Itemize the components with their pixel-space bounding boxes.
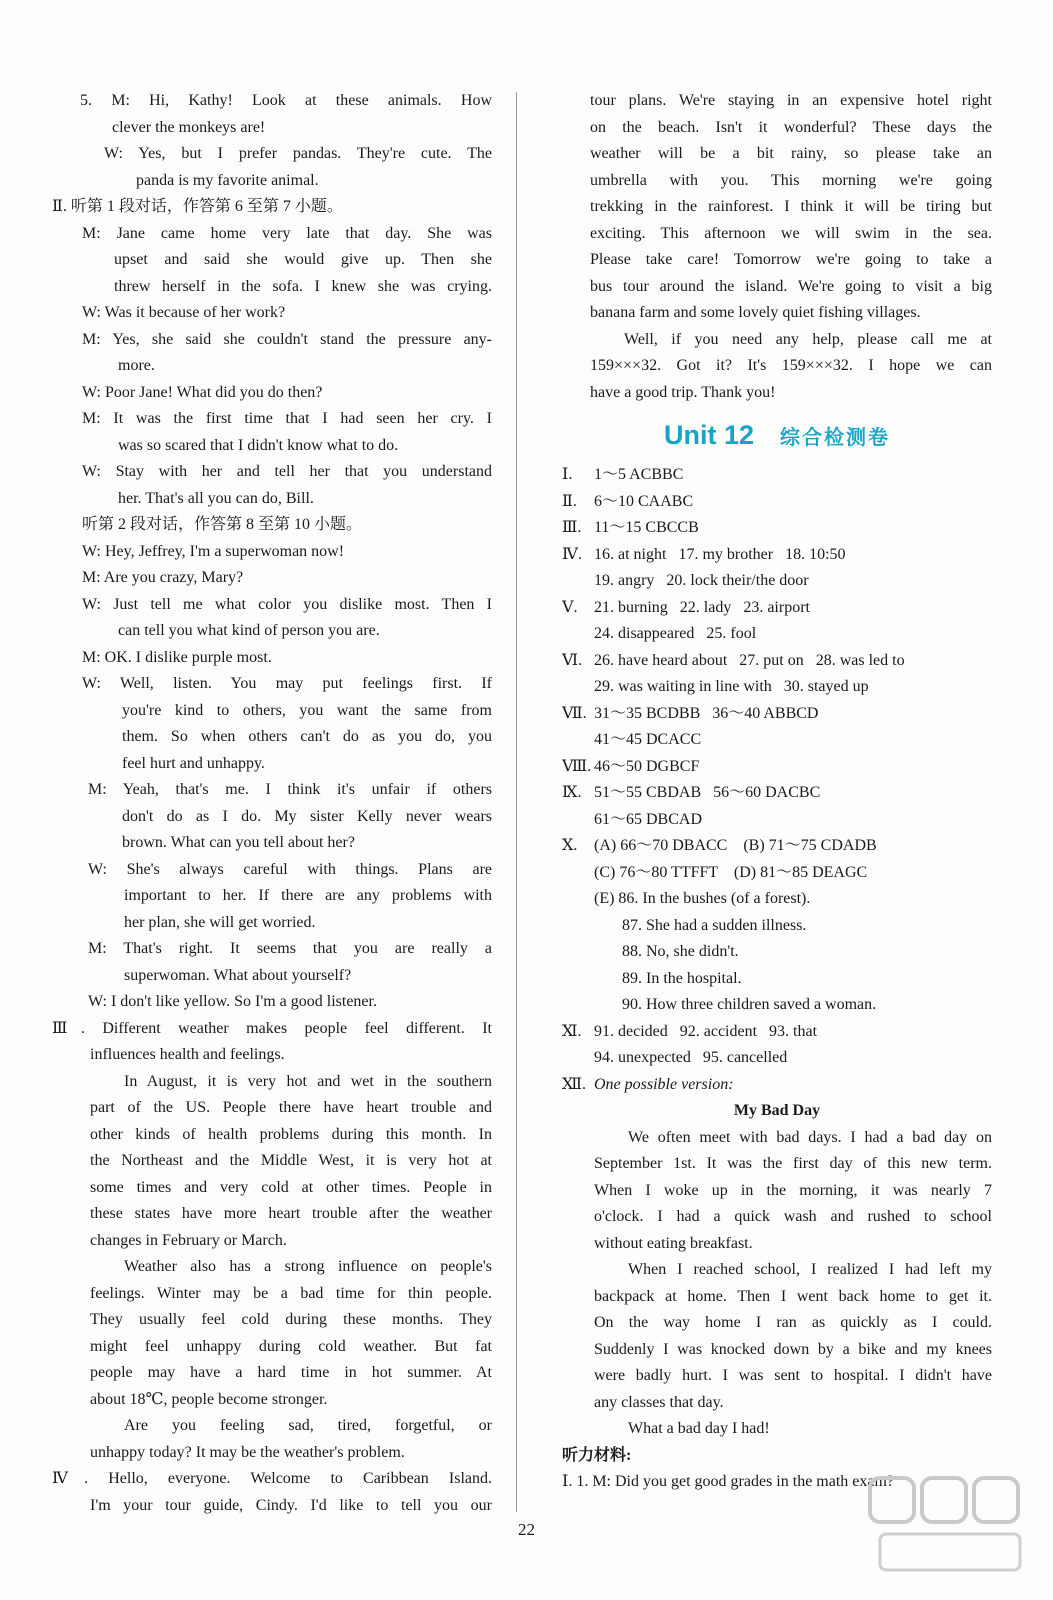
text-line: W: She's always careful with things. Plans are: [88, 860, 492, 878]
answer-text: 41～45 DCACC: [594, 731, 702, 748]
text-line: changes in February or March.: [90, 1231, 287, 1249]
text-line: trekking in the rainforest. I think it will be tiring but: [590, 198, 992, 215]
text-line: might feel unhappy during cold weather. But fat: [90, 1337, 492, 1355]
answer-line: [562, 674, 992, 701]
text-line: more.: [118, 357, 155, 374]
left-column: [52, 88, 492, 1519]
text-line: 159×××32. Got it? It's 159×××32. I hope we can: [590, 357, 992, 374]
answer-line: [562, 489, 992, 516]
answer-text: 26. have heard about 27. put on 28. was led to: [594, 651, 905, 669]
essay-version-label: One possible version:: [594, 1075, 734, 1093]
text-line: exciting. This afternoon we will swim in the sea.: [590, 224, 992, 242]
answer-line: [562, 1019, 992, 1046]
answer-line: [562, 913, 992, 940]
text-line: other kinds of health problems during this month. In: [90, 1125, 492, 1143]
text-line: o'clock. I had a quick wash and rushed to school: [594, 1208, 992, 1225]
answer-line: [562, 860, 992, 887]
answer-line: [562, 992, 992, 1019]
answer-text: 21. burning 22. lady 23. airport: [594, 598, 810, 616]
section-number: Ⅻ.: [562, 1075, 587, 1093]
answer-text: 29. was waiting in line with 30. stayed up: [594, 678, 869, 695]
text-line: weather will be a bit rainy, so please take an: [590, 145, 992, 162]
text-line: her plan, she will get worried.: [124, 913, 316, 931]
text-line: panda is my favorite animal.: [136, 171, 319, 189]
text-line: Ⅳ. Hello, everyone. Welcome to Caribbean Island.: [52, 1470, 492, 1487]
text-line: Weather also has a strong influence on people's: [124, 1258, 492, 1275]
answer-text: 19. angry 20. lock their/the door: [594, 572, 809, 589]
answer-line: [562, 1045, 992, 1072]
text-line: have a good trip. Thank you!: [590, 383, 776, 401]
text-line: these states have more heart trouble after the weather: [90, 1205, 492, 1222]
text-line: part of the US. People there have heart trouble and: [90, 1099, 492, 1116]
answer-text: 91. decided 92. accident 93. that: [594, 1022, 818, 1040]
text-line: banana farm and some lovely quiet fishing villages.: [590, 304, 921, 321]
listening-first-line: Ⅰ. 1. M: Did you get good grades in the math exam?: [562, 1473, 895, 1490]
text-line: W: Poor Jane! What did you do then?: [82, 383, 323, 401]
answer-text: 87. She had a sudden illness.: [594, 916, 807, 934]
essay-body: [562, 1125, 992, 1443]
text-line: was so scared that I didn't know what to do.: [118, 436, 399, 454]
text-line: M: Yeah, that's me. I think it's unfair if others: [88, 781, 492, 798]
page-number: 22: [518, 1520, 535, 1539]
answer-text: (E) 86. In the bushes (of a forest).: [594, 890, 811, 907]
text-line: M: It was the first time that I had seen her cry. I: [82, 410, 492, 427]
answer-text: 89. In the hospital.: [594, 969, 742, 987]
text-line: the Northeast and the Middle West, it is very hot at: [90, 1152, 492, 1169]
text-line: can tell you what kind of person you are.: [118, 622, 380, 639]
text-line: were badly hurt. I was sent to hospital. I didn't have: [594, 1367, 992, 1384]
text-line: Please take care! Tomorrow we're going to take a: [590, 251, 992, 268]
text-line: W: I don't like yellow. So I'm a good listener.: [88, 993, 377, 1010]
unit-heading: [562, 410, 992, 460]
section-number: Ⅹ.: [562, 837, 578, 854]
text-line: M: That's right. It seems that you are really a: [88, 940, 492, 957]
answer-text: 31～35 BCDBB 36～40 ABBCD: [594, 704, 819, 722]
answer-line: [562, 621, 992, 648]
unit-number: Unit 12: [663, 420, 755, 450]
answer-line: [562, 754, 992, 781]
text-line: on the beach. Isn't it wonderful? These days the: [590, 118, 992, 136]
answer-text: 6～10 CAABC: [594, 492, 694, 510]
text-line: Suddenly I was knocked down by a bike and my knees: [594, 1340, 992, 1358]
answer-text: 51～55 CBDAB 56～60 DACBC: [594, 784, 821, 801]
text-line: When I woke up in the morning, it was nearly 7: [594, 1181, 992, 1199]
answer-line: [562, 542, 992, 569]
watermark-logo: [850, 1470, 1040, 1590]
answer-line: [562, 595, 992, 622]
text-line: bus tour around the island. We're going to visit a big: [590, 277, 992, 295]
text-line: On the way home I ran as quickly as I could.: [594, 1314, 992, 1331]
text-line: W: Was it because of her work?: [82, 304, 286, 321]
answer-line: [562, 780, 992, 807]
essay-label: [562, 1072, 992, 1099]
answer-key: [562, 462, 992, 1072]
text-line: brown. What can you tell about her?: [122, 834, 355, 851]
text-line: W: Stay with her and tell her that you understand: [82, 463, 492, 480]
text-line: don't do as I do. My sister Kelly never wears: [122, 807, 492, 825]
text-line: Are you feeling sad, tired, forgetful, or: [124, 1417, 492, 1434]
answer-line: [562, 701, 992, 728]
answer-text: (C) 76～80 TTFFT (D) 81～85 DEAGC: [594, 863, 868, 881]
text-line: backpack at home. Then I went back home to get it.: [594, 1287, 992, 1305]
answer-line: [562, 727, 992, 754]
answer-line: [562, 807, 992, 834]
text-line: Ⅱ. 听第 1 段对话，作答第 6 至第 7 小题。: [52, 198, 343, 215]
text-line: W: Well, listen. You may put feelings first. If: [82, 675, 492, 692]
section-number: Ⅵ.: [562, 651, 583, 669]
text-line: When I reached school, I realized I had left my: [628, 1261, 992, 1278]
text-line: I'm your tour guide, Cindy. I'd like to tell you our: [90, 1496, 492, 1514]
text-line: upset and said she would give up. Then she: [114, 251, 492, 268]
section-number: Ⅱ.: [562, 492, 577, 510]
text-line: What a bad day I had!: [628, 1420, 770, 1437]
text-line: unhappy today? It may be the weather's problem.: [90, 1443, 405, 1461]
section-number: Ⅳ.: [562, 545, 582, 563]
text-line: about 18℃, people become stronger.: [90, 1390, 328, 1408]
text-line: tour plans. We're staying in an expensive hotel right: [590, 92, 992, 109]
answer-text: 88. No, she didn't.: [594, 943, 739, 960]
text-line: They usually feel cold during these months. They: [90, 1311, 492, 1328]
section-number: Ⅷ.: [562, 757, 592, 775]
text-line: M: Yes, she said she couldn't stand the pressure any-: [82, 330, 492, 348]
listening-heading: 听力材料:: [562, 1446, 632, 1464]
text-line: superwoman. What about yourself?: [124, 966, 352, 984]
answer-text: 90. How three children saved a woman.: [594, 996, 877, 1013]
answer-line: [562, 939, 992, 966]
essay-title: My Bad Day: [733, 1102, 821, 1119]
text-line: umbrella with you. This morning we're going: [590, 171, 992, 189]
text-line: any classes that day.: [594, 1393, 724, 1411]
text-line: 听第 2 段对话，作答第 8 至第 10 小题。: [82, 516, 363, 533]
section-number: Ⅴ.: [562, 598, 578, 616]
text-line: important to her. If there are any problems with: [124, 887, 492, 904]
text-line: you're kind to others, you want the same from: [122, 701, 492, 719]
text-line: feel hurt and unhappy.: [122, 754, 265, 772]
text-line: threw herself in the sofa. I knew she was crying.: [114, 277, 492, 295]
section-number: Ⅸ.: [562, 784, 582, 801]
text-line: feelings. Winter may be a bad time for thin people.: [90, 1284, 492, 1302]
text-line: W: Hey, Jeffrey, I'm a superwoman now!: [82, 542, 345, 560]
text-line: without eating breakfast.: [594, 1234, 753, 1252]
section-number: Ⅲ.: [562, 519, 582, 536]
text-line: people may have a hard time in hot summer. At: [90, 1364, 492, 1381]
answer-line: [562, 462, 992, 489]
text-line: Ⅲ. Different weather makes people feel different. It: [52, 1019, 492, 1037]
answer-line: [562, 515, 992, 542]
section-number: Ⅰ.: [562, 466, 573, 483]
answer-text: 61～65 DBCAD: [594, 810, 703, 828]
answer-text: 24. disappeared 25. fool: [594, 625, 757, 642]
text-line: them. So when others can't do as you do, you: [122, 728, 492, 745]
right-column: [562, 88, 992, 1496]
text-line: some times and very cold at other times. People in: [90, 1178, 492, 1196]
text-line: M: OK. I dislike purple most.: [82, 648, 272, 666]
text-line: September 1st. It was the first day of this new term.: [594, 1155, 992, 1172]
text-line: We often meet with bad days. I had a bad day on: [628, 1128, 992, 1146]
section-number: Ⅺ.: [562, 1022, 582, 1040]
answer-line: [562, 886, 992, 913]
answer-line: [562, 568, 992, 595]
text-line: influences health and feelings.: [90, 1046, 285, 1063]
text-line: clever the monkeys are!: [112, 118, 266, 136]
text-line: M: Are you crazy, Mary?: [82, 569, 244, 586]
answer-text: 11～15 CBCCB: [594, 519, 699, 536]
text-line: W: Just tell me what color you dislike most. Then I: [82, 595, 492, 613]
answer-text: 16. at night 17. my brother 18. 10:50: [594, 545, 846, 563]
answer-line: [562, 833, 992, 860]
unit-subtitle: 综合检测卷: [780, 425, 891, 449]
text-line: M: Jane came home very late that day. She was: [82, 224, 492, 242]
text-line: her. That's all you can do, Bill.: [118, 489, 314, 507]
text-line: Well, if you need any help, please call me at: [624, 330, 992, 348]
section-number: Ⅶ.: [562, 704, 587, 722]
column-divider: [516, 92, 517, 1512]
text-line: In August, it is very hot and wet in the southern: [124, 1072, 492, 1090]
text-line: W: Yes, but I prefer pandas. They're cute. The: [104, 145, 492, 162]
answer-text: 1～5 ACBBC: [594, 466, 684, 483]
answer-text: 94. unexpected 95. cancelled: [594, 1049, 788, 1066]
answer-text: 46～50 DGBCF: [594, 757, 700, 775]
answer-text: (A) 66～70 DBACC (B) 71～75 CDADB: [594, 837, 877, 854]
listening-passage-continued: [562, 88, 992, 406]
answer-line: [562, 966, 992, 993]
answer-line: [562, 648, 992, 675]
text-line: 5. M: Hi, Kathy! Look at these animals. How: [80, 92, 492, 109]
